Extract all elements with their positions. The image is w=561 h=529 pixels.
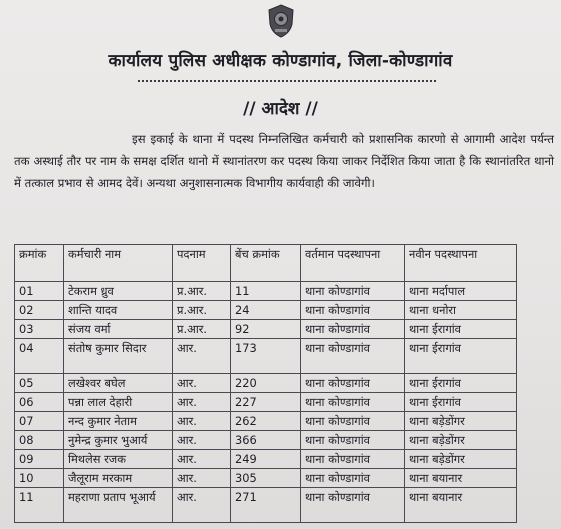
cell-badge: 366	[231, 431, 301, 450]
cell-designation: आर.	[173, 488, 231, 523]
cell-serial: 01	[15, 282, 64, 301]
cell-serial: 09	[15, 450, 64, 469]
cell-serial: 03	[15, 320, 64, 339]
cell-badge: 249	[231, 450, 301, 469]
cell-badge: 305	[231, 469, 301, 488]
cell-designation: प्र.आर.	[173, 320, 231, 339]
cell-current-posting: थाना कोण्डागांव	[301, 469, 405, 488]
cell-name: संजय वर्मा	[64, 320, 173, 339]
cell-serial: 04	[15, 339, 64, 374]
cell-current-posting: थाना कोण्डागांव	[301, 431, 405, 450]
cell-current-posting: थाना कोण्डागांव	[301, 412, 405, 431]
cell-new-posting: थाना ईरागांव	[405, 320, 517, 339]
cell-current-posting: थाना कोण्डागांव	[301, 450, 405, 469]
cell-badge: 262	[231, 412, 301, 431]
cell-badge: 11	[231, 282, 301, 301]
cell-name: लखेश्वर बघेल	[64, 374, 173, 393]
cell-new-posting: थाना बयानार	[405, 469, 517, 488]
order-title: // आदेश //	[243, 99, 318, 119]
table-row	[15, 374, 517, 393]
table-row	[15, 488, 517, 523]
header-serial: क्रमांक	[15, 245, 64, 282]
cell-designation: आर.	[173, 393, 231, 412]
cell-designation: प्र.आर.	[173, 282, 231, 301]
cell-new-posting: थाना बड़ेडोंगर	[405, 450, 517, 469]
cell-current-posting: थाना कोण्डागांव	[301, 320, 405, 339]
cell-designation: आर.	[173, 450, 231, 469]
table-row	[15, 412, 517, 431]
cell-name: जैलूराम मरकाम	[64, 469, 173, 488]
cell-badge: 173	[231, 339, 301, 374]
cell-name: संतोष कुमार सिदार	[64, 339, 173, 374]
cell-name: पन्ना लाल देहारी	[64, 393, 173, 412]
cell-badge: 220	[231, 374, 301, 393]
cell-current-posting: थाना कोण्डागांव	[301, 393, 405, 412]
table-header-row	[15, 245, 517, 282]
order-body-text: इस इकाई के थाना में पदस्थ निम्नलिखित कर्मचारी को प्रशासनिक कारणो से आगामी आदेश पर्यन्त तक अस्थाई तौर पर नाम के समक्ष दर्शित थानो में स्थानांतरण कर पदस्थ किया जाकर निर्देशित किया जाता है कि स्थानांतरित थानो में तत्काल प्रभाव से आमद देवें। अन्यथा अनुशासनात्मक विभागीय कार्यवाही की जावेगी।	[14, 132, 554, 190]
cell-serial: 10	[15, 469, 64, 488]
header-badge-number: बेंच क्रमांक	[231, 245, 301, 282]
cell-serial: 07	[15, 412, 64, 431]
table-row	[15, 469, 517, 488]
cell-designation: आर.	[173, 469, 231, 488]
police-emblem-icon	[266, 4, 296, 38]
table-row	[15, 301, 517, 320]
cell-new-posting: थाना बड़ेडोंगर	[405, 431, 517, 450]
office-title: कार्यालय पुलिस अधीक्षक कोण्डागांव, जिला-कोण्डागांव	[108, 51, 453, 71]
cell-new-posting: थाना बयानार	[405, 488, 517, 523]
cell-badge: 92	[231, 320, 301, 339]
table-row	[15, 320, 517, 339]
cell-name: नन्द कुमार नेताम	[64, 412, 173, 431]
cell-new-posting: थाना मर्दापाल	[405, 282, 517, 301]
cell-serial: 05	[15, 374, 64, 393]
cell-new-posting: थाना बड़ेडोंगर	[405, 412, 517, 431]
cell-new-posting: थाना धनोरा	[405, 301, 517, 320]
cell-badge: 271	[231, 488, 301, 523]
cell-designation: आर.	[173, 339, 231, 374]
cell-name: टेकराम ध्रुव	[64, 282, 173, 301]
cell-current-posting: थाना कोण्डागांव	[301, 301, 405, 320]
cell-badge: 227	[231, 393, 301, 412]
cell-current-posting: थाना कोण्डागांव	[301, 374, 405, 393]
header-new-posting: नवीन पदस्थापना	[405, 245, 517, 282]
cell-current-posting: थाना कोण्डागांव	[301, 339, 405, 374]
cell-name: शान्ति यादव	[64, 301, 173, 320]
header-current-posting: वर्तमान पदस्थापना	[301, 245, 405, 282]
cell-badge: 24	[231, 301, 301, 320]
table-row	[15, 431, 517, 450]
cell-new-posting: थाना ईरागांव	[405, 339, 517, 374]
cell-new-posting: थाना ईरागांव	[405, 374, 517, 393]
cell-serial: 11	[15, 488, 64, 523]
table-row	[15, 282, 517, 301]
table-row	[15, 450, 517, 469]
transfer-table	[14, 244, 517, 523]
cell-serial: 02	[15, 301, 64, 320]
table-row	[15, 393, 517, 412]
cell-designation: आर.	[173, 374, 231, 393]
header-designation: पदनाम	[173, 245, 231, 282]
cell-new-posting: थाना ईरागांव	[405, 393, 517, 412]
cell-name: मिथलेस रजक	[64, 450, 173, 469]
header-employee-name: कर्मचारी नाम	[64, 245, 173, 282]
cell-name: महराणा प्रताप भूआर्य	[64, 488, 173, 523]
dotted-divider	[138, 80, 436, 82]
cell-designation: प्र.आर.	[173, 301, 231, 320]
cell-name: नुमेन्द्र कुमार भुआर्य	[64, 431, 173, 450]
cell-serial: 08	[15, 431, 64, 450]
cell-serial: 06	[15, 393, 64, 412]
cell-designation: आर.	[173, 412, 231, 431]
cell-current-posting: थाना कोण्डागांव	[301, 488, 405, 523]
table-row	[15, 339, 517, 374]
cell-current-posting: थाना कोण्डागांव	[301, 282, 405, 301]
cell-designation: आर.	[173, 431, 231, 450]
